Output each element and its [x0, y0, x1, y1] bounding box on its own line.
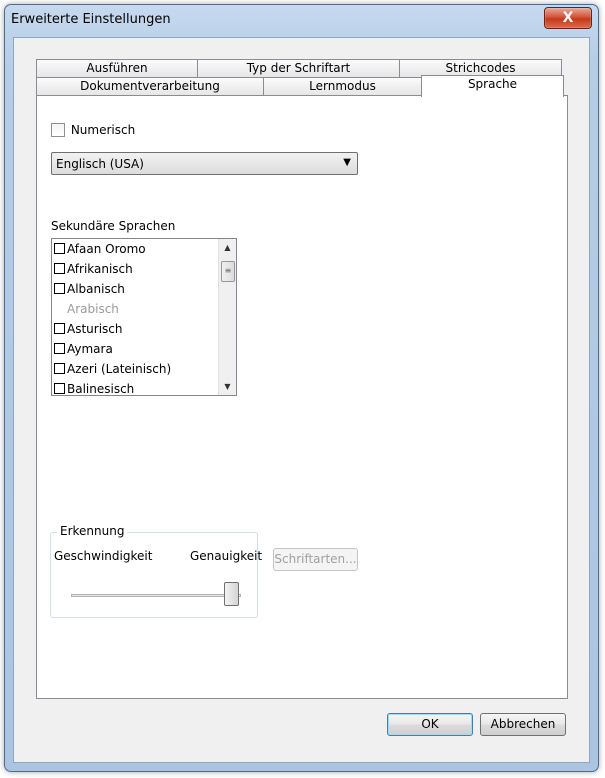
list-item-label: Afaan Oromo — [67, 242, 146, 256]
list-item-label: Arabisch — [67, 302, 119, 316]
secondary-languages-list[interactable] — [51, 238, 237, 396]
checkbox[interactable] — [54, 383, 65, 394]
list-item-label: Afrikanisch — [67, 262, 133, 276]
tab-label: Dokumentverarbeitung — [80, 79, 220, 93]
numeric-label: Numerisch — [70, 122, 136, 137]
checkbox[interactable] — [54, 323, 65, 334]
tab-dokumentverarbeitung[interactable] — [36, 77, 264, 96]
accuracy-label: Genauigkeit — [190, 549, 263, 563]
language-select-value: Englisch (USA) — [56, 157, 144, 171]
list-item[interactable] — [54, 319, 123, 339]
list-item[interactable] — [54, 379, 134, 396]
list-item-label: Azeri (Lateinisch) — [67, 362, 172, 376]
checkbox[interactable] — [54, 343, 65, 354]
list-item[interactable] — [54, 279, 125, 299]
fonts-button — [273, 548, 358, 571]
title-bar[interactable] — [5, 5, 598, 35]
chevron-down-icon: ▼ — [343, 157, 351, 168]
close-icon: X — [562, 10, 574, 26]
list-item-label: Balinesisch — [67, 382, 135, 396]
cancel-button-label: Abbrechen — [490, 717, 556, 731]
secondary-languages-label: Sekundäre Sprachen — [51, 219, 176, 233]
recognition-group-label: Erkennung — [57, 524, 127, 538]
checkbox[interactable] — [54, 363, 65, 374]
scroll-thumb[interactable]: ≡ — [221, 261, 235, 282]
ok-button[interactable] — [387, 713, 473, 736]
close-button[interactable] — [544, 7, 592, 29]
fonts-button-label: Schriftarten... — [274, 552, 357, 566]
language-select[interactable] — [51, 152, 358, 175]
tab-label: Typ der Schriftart — [246, 61, 351, 75]
list-item[interactable] — [54, 359, 171, 379]
numeric-checkbox-row[interactable] — [51, 122, 135, 137]
tab-lernmodus[interactable] — [263, 77, 422, 96]
speed-label: Geschwindigkeit — [54, 549, 153, 563]
checkbox[interactable] — [54, 283, 65, 294]
list-item-label: Aymara — [67, 342, 113, 356]
list-item[interactable] — [54, 339, 113, 359]
scroll-up-arrow-icon[interactable]: ▲ — [224, 243, 231, 252]
tab-label: Strichcodes — [445, 61, 516, 75]
list-item[interactable] — [54, 239, 146, 259]
tab-label: Lernmodus — [309, 79, 376, 93]
list-item[interactable] — [54, 259, 133, 279]
checkbox[interactable] — [54, 243, 65, 254]
tab-label: Ausführen — [86, 61, 148, 75]
list-item-label: Asturisch — [67, 322, 123, 336]
window-title: Erweiterte Einstellungen — [11, 12, 171, 27]
tab-sprache[interactable] — [421, 75, 564, 97]
ok-button-label: OK — [421, 717, 439, 731]
tab-label: Sprache — [467, 77, 518, 91]
list-scrollbar[interactable] — [218, 239, 236, 395]
scroll-down-arrow-icon[interactable]: ▼ — [224, 382, 231, 391]
cancel-button[interactable] — [480, 713, 566, 736]
list-item — [54, 299, 119, 319]
tab-schriftart-typ[interactable] — [197, 59, 400, 78]
tab-ausfuehren[interactable] — [36, 59, 198, 78]
checkbox[interactable] — [54, 263, 65, 274]
numeric-checkbox[interactable] — [51, 123, 65, 137]
recognition-slider-thumb[interactable] — [224, 582, 239, 606]
recognition-slider-track[interactable] — [71, 594, 241, 597]
list-item-label: Albanisch — [67, 282, 125, 296]
